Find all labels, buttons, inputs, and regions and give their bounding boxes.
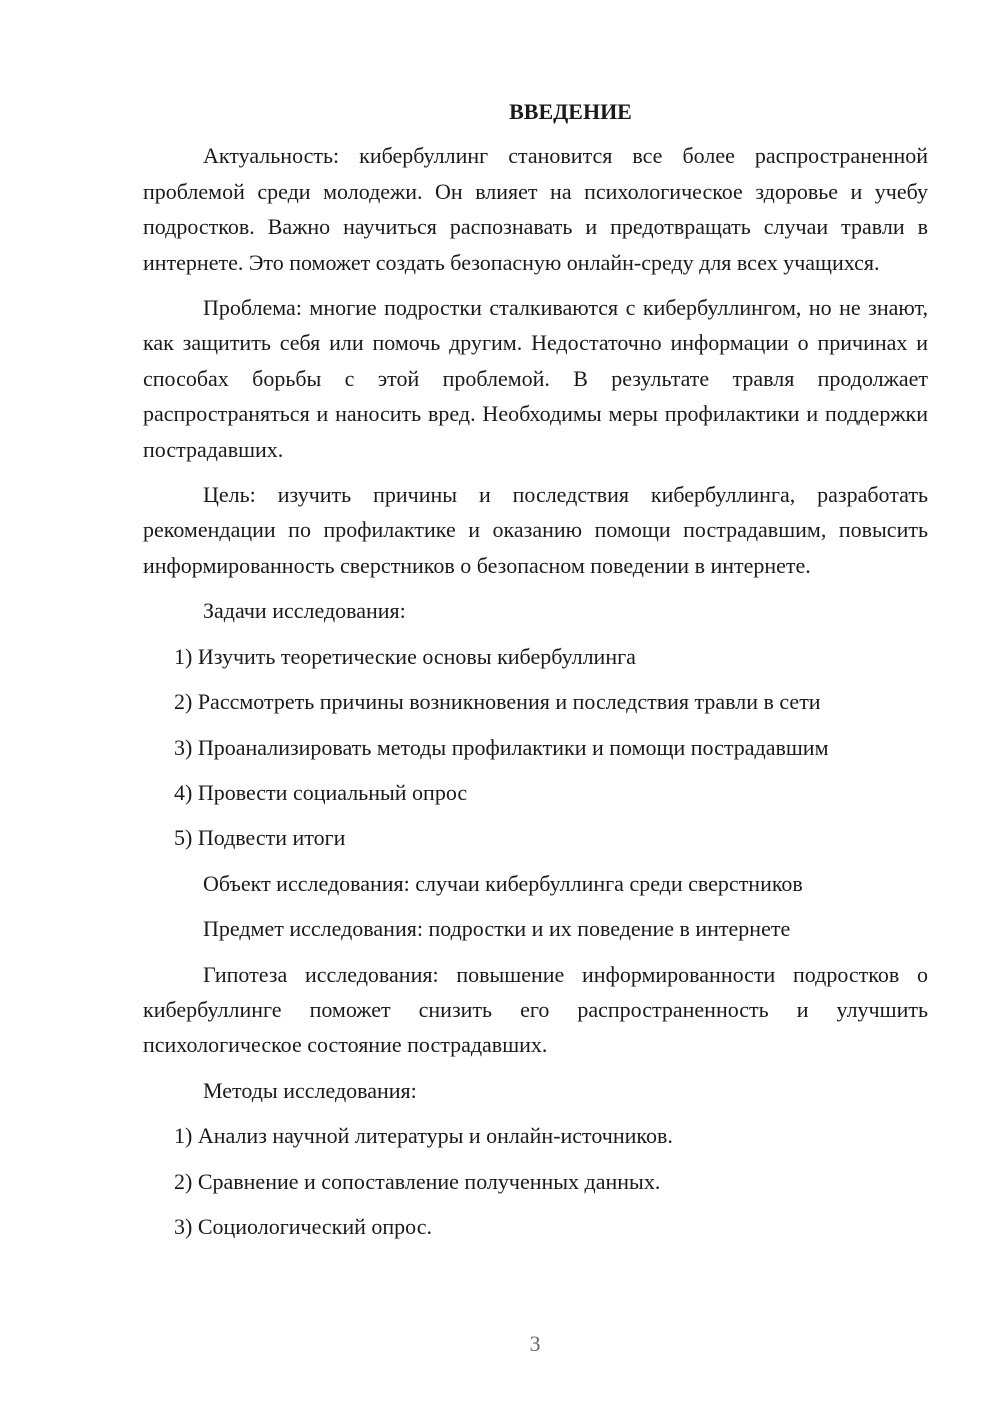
object-line: Объект исследования: случаи кибербуллинга среди сверстников [203,870,803,896]
task-item: 4) Провести социальный опрос [174,779,468,805]
section-title: ВВЕДЕНИЕ [509,99,632,124]
task-item: 1) Изучить теоретические основы кибербуллинга [174,643,636,669]
tasks-list [143,639,928,856]
goal-paragraph: Цель: изучить причины и последствия кибербуллинга, разработать рекомендации по профилактике и оказанию помощи пострадавшим, повысить информированность сверстников о безопасном поведении в интернете. [143,482,928,578]
subject-line: Предмет исследования: подростки и их поведение в интернете [203,916,791,942]
task-item: 5) Подвести итоги [174,825,346,851]
actuality-paragraph: Актуальность: кибербуллинг становится все более распространенной проблемой среди молодежи. Он влияет на психологическое здоровье и учебу подростков. Важно научиться распознавать и предотвращать случаи травли в интернете. Это поможет создать безопасную онлайн-среду для всех учащихся. [143,143,928,275]
method-item: 2) Сравнение и сопоставление полученных данных. [174,1168,661,1194]
methods-heading: Методы исследования: [203,1077,417,1103]
methods-list [143,1118,928,1244]
hypothesis-paragraph: Гипотеза исследования: повышение информированности подростков о кибербуллинге поможет снизить его распространенность и улучшить психологическое состояние пострадавших. [143,961,928,1058]
problem-paragraph: Проблема: многие подростки сталкиваются с кибербуллингом, но не знают, как защитить себя или помочь другим. Недостаточно информации о причинах и способах борьбы с этой проблемой. В результате травля продолжает распространяться и наносить вред. Необходимы меры профилактики и поддержки пострадавших. [143,295,928,462]
task-item: 3) Проанализировать методы профилактики и помощи пострадавшим [174,734,829,760]
page-number: 3 [529,1331,541,1356]
method-item: 3) Социологический опрос. [174,1213,432,1239]
task-item: 2) Рассмотреть причины возникновения и последствия травли в сети [174,689,821,715]
method-item: 1) Анализ научной литературы и онлайн-источников. [174,1123,673,1149]
page-content [143,94,928,1254]
tasks-heading: Задачи исследования: [203,598,406,624]
